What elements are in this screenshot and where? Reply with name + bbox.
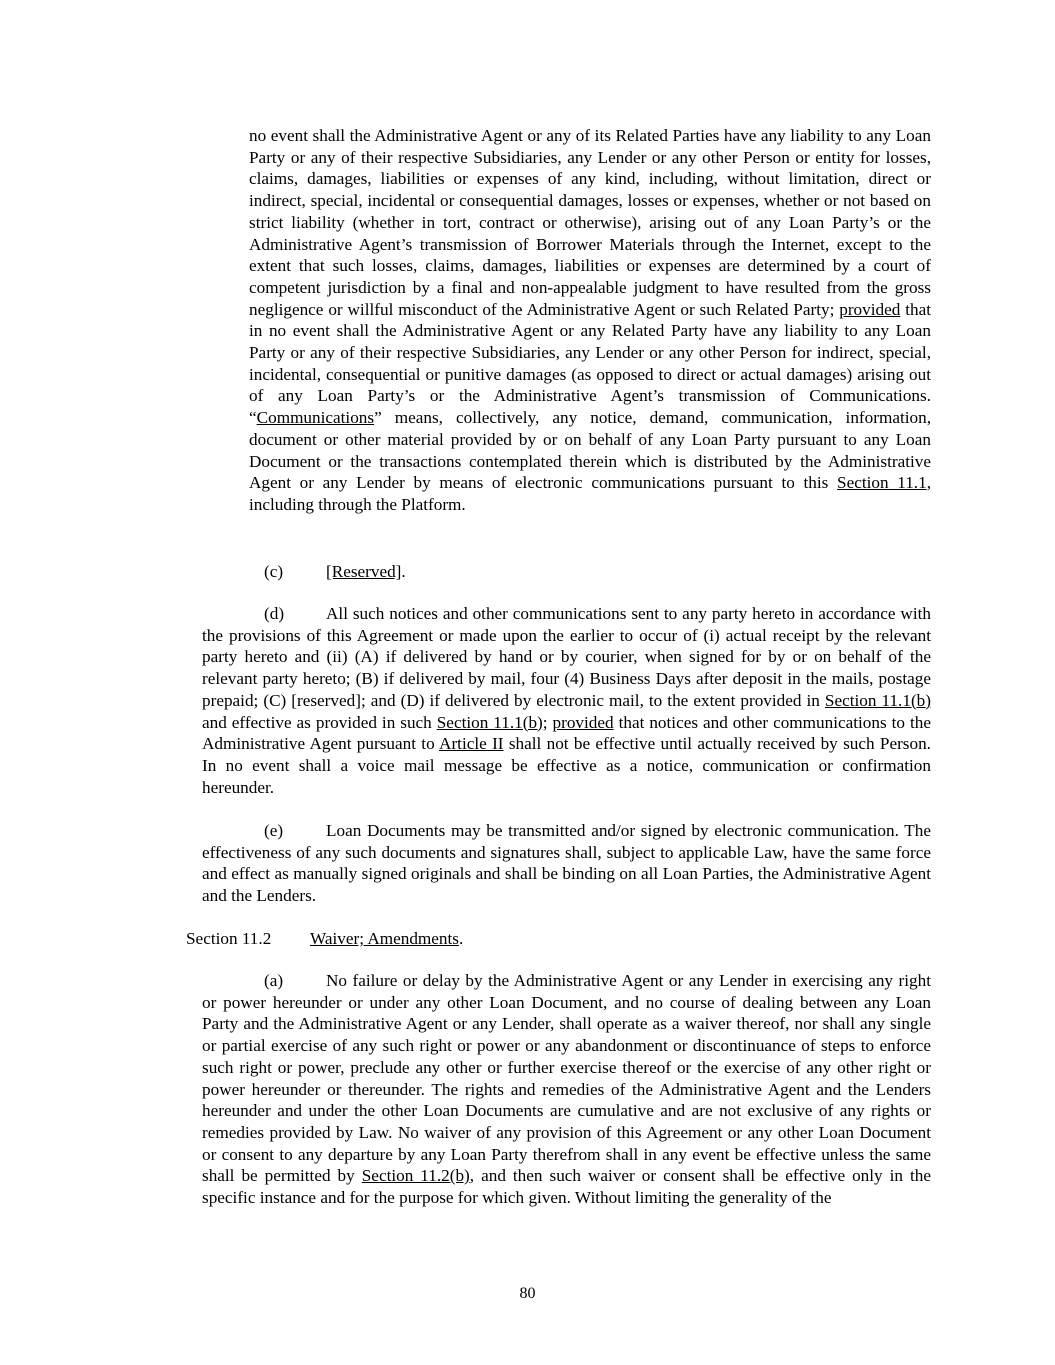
text-run: that in no event shall the Administrative Agent or any Related Party have any liability to any Loan Party or any of their respective Subsidiaries, any Lender or any other Person for indirect, special, incidental, consequential or punitive damages (as opposed to direct or actual damages) arising out of any Loan Party’s or the Administrative Agent’s transmission of Communications. “ [249, 299, 931, 428]
text-run: . [458, 929, 464, 948]
cross-reference-section-11-1b: Section 11.1(b) [824, 690, 931, 710]
defined-term-communications: Communications [256, 408, 375, 428]
text-run: no event shall the Administrative Agent or any of its Related Parties have any liability to any Loan Party or any of their respective Subsidiaries, any Lender or any other Person or entity for losses, claims, damages, liabilities or expenses of any kind, including, without limitation, direct or indirect, special, incidental or consequential damages, losses or expenses, whether or not based on strict liability (whether in tort, contract or otherwise), arising out of any Loan Party’s or the Administrative Agent’s transmission of Borrower Materials through the Internet, except to the extent that such losses, claims, damages, liabilities or expenses are determined by a court of competent jurisdiction by a final and non-appealable judgment to have resulted from the gross negligence or willful misconduct of the Administrative Agent or such Related Party; [249, 126, 931, 319]
cross-reference-section-11-1b: Section 11.1(b) [436, 712, 543, 732]
cross-reference-section-11-2b: Section 11.2(b) [361, 1166, 470, 1186]
paragraph-label: (e) [264, 821, 284, 840]
defined-term-provided: provided [552, 712, 614, 732]
text-run: , including through the Platform. [249, 473, 931, 514]
paragraph-label: (c) [264, 562, 284, 581]
paragraph-b-continuation [249, 125, 931, 516]
cross-reference-section-11-1: Section 11.1 [837, 473, 927, 493]
paragraph-label: (a) [264, 971, 284, 990]
paragraph-c [264, 561, 664, 583]
text-run: , and then such waiver or consent shall be effective only in the specific instance and for the purpose for which given. Without limiting the generality of the [202, 1166, 931, 1208]
section-heading [186, 928, 786, 950]
cross-reference-article-ii: Article II [439, 734, 504, 754]
text-run: No failure or delay by the Administrative Agent or any Lender in exercising any right or power hereunder or under any other Loan Document, and no course of dealing between any Loan Party and the Administrative Agent or any Lender, shall operate as a waiver thereof, nor shall any single or partial exercise of any such right or power or any abandonment or discontinuance of steps to enforce such right or power, preclude any other or further exercise thereof or the exercise of any other right or power hereunder or thereunder. The rights and remedies of the Administrative Agent and the Lenders hereunder and under the other Loan Documents are cumulative and are not exclusive of any rights or remedies provided by Law. No waiver of any provision of this Agreement or any other Loan Document or consent to any departure by any Loan Party therefrom shall in any event be effective unless the same shall be permitted by [202, 971, 931, 1186]
section-number: Section 11.2 [186, 929, 272, 948]
paragraph-e [202, 820, 931, 907]
paragraph-label: (d) [264, 604, 285, 623]
reserved-text: [Reserved] [326, 562, 402, 581]
text-run: that notices and other communications to the Administrative Agent pursuant to [202, 712, 931, 754]
text-run: and effective as provided in such [202, 712, 437, 732]
paragraph-d [202, 603, 931, 798]
text-run: Loan Documents may be transmitted and/or signed by electronic communication. The effectiveness of any such documents and signatures shall, subject to applicable Law, have the same force and effect as manually signed originals and shall be binding on all Loan Parties, the Administrative Agent and the Lenders. [202, 821, 931, 906]
section-title: Waiver; Amendments [310, 929, 459, 948]
page-number: 80 [519, 1285, 536, 1302]
text-run: . [401, 562, 406, 581]
text-run: shall not be effective until actually received by such Person. In no event shall a voice mail message be effective as a notice, communication or confirmation hereunder. [202, 734, 931, 797]
text-run: ; [542, 712, 553, 732]
paragraph-a [202, 970, 931, 1209]
defined-term-provided: provided [839, 299, 901, 319]
text-run: ” means, collectively, any notice, demand, communication, information, document or other material provided by or on behalf of any Loan Party pursuant to any Loan Document or the transactions contemplated therein which is distributed by the Administrative Agent or any Lender by means of electronic communications pursuant to this [249, 408, 931, 493]
text-run: All such notices and other communications sent to any party hereto in accordance with the provisions of this Agreement or made upon the earlier to occur of (i) actual receipt by the relevant party hereto and (ii) (A) if delivered by hand or by courier, when signed for by or on behalf of the relevant party hereto; (B) if delivered by mail, four (4) Business Days after deposit in the mails, postage prepaid; (C) [reserved]; and (D) if delivered by electronic mail, to the extent provided in [202, 604, 931, 710]
